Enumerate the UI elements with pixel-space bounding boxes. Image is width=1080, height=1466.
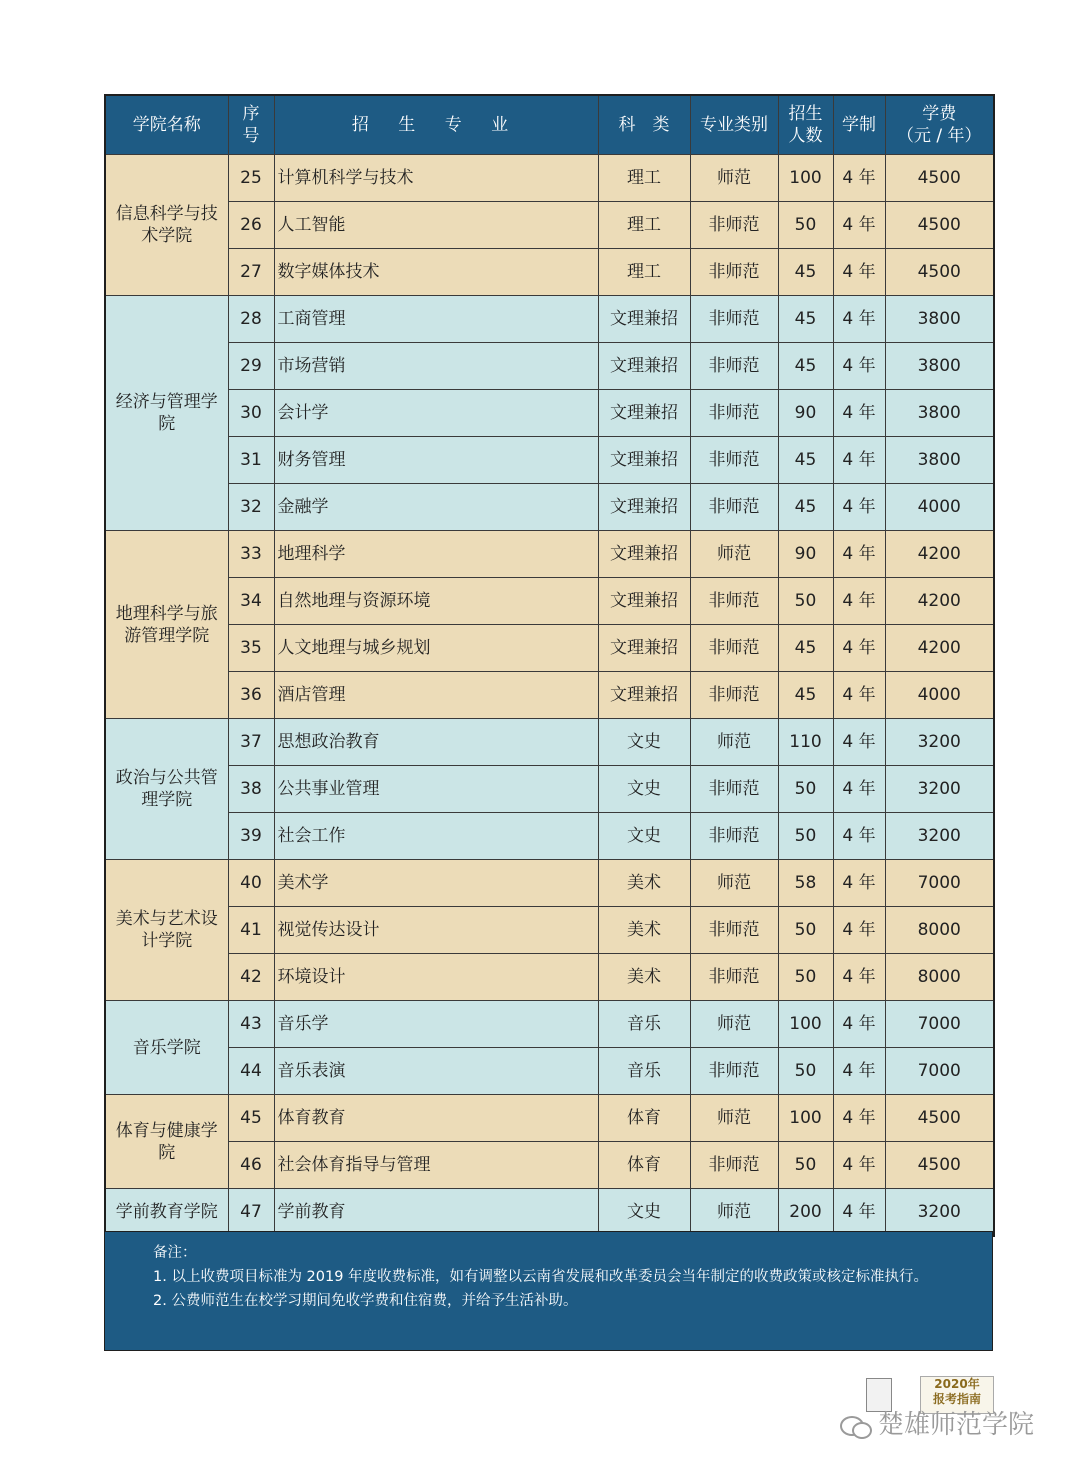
cell-quota: 100 xyxy=(778,1095,833,1142)
cell-quota: 45 xyxy=(778,249,833,296)
table-row xyxy=(105,1001,994,1048)
cell-category: 非师范 xyxy=(690,296,778,343)
cell-duration: 4 年 xyxy=(833,625,885,672)
cell-quota: 50 xyxy=(778,907,833,954)
cell-fee: 4500 xyxy=(885,249,994,296)
cell-major: 视觉传达设计 xyxy=(274,907,598,954)
cell-college: 政治与公共管理学院 xyxy=(105,719,228,860)
cell-quota: 58 xyxy=(778,860,833,907)
table-row xyxy=(105,1095,994,1142)
cell-major: 社会体育指导与管理 xyxy=(274,1142,598,1189)
cell-subject: 美术 xyxy=(598,907,690,954)
cell-category: 非师范 xyxy=(690,343,778,390)
cell-duration: 4 年 xyxy=(833,578,885,625)
cell-quota: 45 xyxy=(778,625,833,672)
cell-college: 信息科学与技术学院 xyxy=(105,155,228,296)
cell-no: 32 xyxy=(228,484,274,531)
cell-no: 26 xyxy=(228,202,274,249)
cell-no: 31 xyxy=(228,437,274,484)
cell-no: 47 xyxy=(228,1189,274,1237)
cell-duration: 4 年 xyxy=(833,813,885,860)
cell-category: 非师范 xyxy=(690,766,778,813)
cell-fee: 8000 xyxy=(885,907,994,954)
cell-category: 非师范 xyxy=(690,390,778,437)
cell-subject: 文理兼招 xyxy=(598,672,690,719)
cell-major: 财务管理 xyxy=(274,437,598,484)
cell-no: 35 xyxy=(228,625,274,672)
cell-major: 计算机科学与技术 xyxy=(274,155,598,202)
cell-major: 音乐表演 xyxy=(274,1048,598,1095)
cell-no: 44 xyxy=(228,1048,274,1095)
cell-subject: 理工 xyxy=(598,155,690,202)
header-quota-line2: 人数 xyxy=(788,126,823,146)
cell-major: 市场营销 xyxy=(274,343,598,390)
cell-duration: 4 年 xyxy=(833,343,885,390)
header-subject: 科 类 xyxy=(598,95,690,155)
cell-duration: 4 年 xyxy=(833,1048,885,1095)
cell-subject: 文理兼招 xyxy=(598,578,690,625)
cell-category: 师范 xyxy=(690,531,778,578)
cell-subject: 美术 xyxy=(598,954,690,1001)
cell-subject: 文史 xyxy=(598,1189,690,1237)
cell-duration: 4 年 xyxy=(833,202,885,249)
cell-duration: 4 年 xyxy=(833,907,885,954)
cell-subject: 理工 xyxy=(598,202,690,249)
table-row xyxy=(105,719,994,766)
table-row xyxy=(105,766,994,813)
cell-college: 音乐学院 xyxy=(105,1001,228,1095)
cell-no: 34 xyxy=(228,578,274,625)
cell-quota: 50 xyxy=(778,1048,833,1095)
cell-no: 33 xyxy=(228,531,274,578)
cell-no: 38 xyxy=(228,766,274,813)
cell-duration: 4 年 xyxy=(833,860,885,907)
cell-category: 师范 xyxy=(690,719,778,766)
header-fee-line1: 学费 xyxy=(922,104,957,124)
cell-category: 师范 xyxy=(690,155,778,202)
cell-category: 非师范 xyxy=(690,813,778,860)
cell-college: 体育与健康学院 xyxy=(105,1095,228,1189)
cell-subject: 文理兼招 xyxy=(598,296,690,343)
cell-college: 地理科学与旅游管理学院 xyxy=(105,531,228,719)
table-row xyxy=(105,484,994,531)
cell-fee: 7000 xyxy=(885,1048,994,1095)
cell-duration: 4 年 xyxy=(833,1142,885,1189)
cell-duration: 4 年 xyxy=(833,296,885,343)
cell-fee: 3200 xyxy=(885,1189,994,1237)
cell-fee: 4200 xyxy=(885,625,994,672)
cell-major: 体育教育 xyxy=(274,1095,598,1142)
cell-fee: 4500 xyxy=(885,1142,994,1189)
table-row xyxy=(105,155,994,202)
cell-no: 39 xyxy=(228,813,274,860)
cell-category: 非师范 xyxy=(690,202,778,249)
cell-no: 27 xyxy=(228,249,274,296)
header-duration: 学制 xyxy=(833,95,885,155)
cell-duration: 4 年 xyxy=(833,155,885,202)
note-1: 1. 以上收费项目标准为 2019 年度收费标准，如有调整以云南省发展和改革委员会当年制定的收费政策或核定标准执行。 xyxy=(153,1269,929,1285)
cell-major: 工商管理 xyxy=(274,296,598,343)
cell-quota: 50 xyxy=(778,202,833,249)
cell-subject: 体育 xyxy=(598,1142,690,1189)
cell-no: 40 xyxy=(228,860,274,907)
cell-duration: 4 年 xyxy=(833,249,885,296)
cell-no: 43 xyxy=(228,1001,274,1048)
cell-category: 非师范 xyxy=(690,672,778,719)
cell-subject: 文史 xyxy=(598,813,690,860)
cell-category: 非师范 xyxy=(690,1142,778,1189)
table-row xyxy=(105,907,994,954)
cell-no: 36 xyxy=(228,672,274,719)
cell-quota: 110 xyxy=(778,719,833,766)
cell-major: 金融学 xyxy=(274,484,598,531)
cell-subject: 文理兼招 xyxy=(598,390,690,437)
wechat-watermark xyxy=(840,1404,1035,1440)
table-row xyxy=(105,390,994,437)
cell-major: 环境设计 xyxy=(274,954,598,1001)
notes-title: 备注： xyxy=(153,1245,197,1261)
badge-text: 报考指南 xyxy=(932,1392,981,1406)
cell-duration: 4 年 xyxy=(833,390,885,437)
cell-no: 37 xyxy=(228,719,274,766)
cell-category: 师范 xyxy=(690,1189,778,1237)
header-category: 专业类别 xyxy=(690,95,778,155)
cell-fee: 4000 xyxy=(885,672,994,719)
cell-major: 数字媒体技术 xyxy=(274,249,598,296)
admissions-table xyxy=(104,94,995,1237)
cell-category: 非师范 xyxy=(690,1048,778,1095)
cell-no: 25 xyxy=(228,155,274,202)
cell-quota: 45 xyxy=(778,484,833,531)
table-row xyxy=(105,343,994,390)
cell-no: 42 xyxy=(228,954,274,1001)
table-header-row xyxy=(105,95,994,155)
cell-major: 地理科学 xyxy=(274,531,598,578)
note-2: 2. 公费师范生在校学习期间免收学费和住宿费，并给予生活补助。 xyxy=(153,1293,578,1309)
cell-quota: 50 xyxy=(778,766,833,813)
cell-subject: 文理兼招 xyxy=(598,343,690,390)
cell-subject: 文史 xyxy=(598,719,690,766)
cell-quota: 50 xyxy=(778,578,833,625)
cell-no: 30 xyxy=(228,390,274,437)
header-no xyxy=(228,95,274,155)
cell-fee: 8000 xyxy=(885,954,994,1001)
cell-subject: 文理兼招 xyxy=(598,437,690,484)
header-quota-line1: 招生 xyxy=(788,104,823,124)
cell-no: 46 xyxy=(228,1142,274,1189)
cell-quota: 100 xyxy=(778,1001,833,1048)
cell-fee: 4000 xyxy=(885,484,994,531)
cell-fee: 4500 xyxy=(885,1095,994,1142)
table-row xyxy=(105,625,994,672)
cell-quota: 50 xyxy=(778,813,833,860)
cell-duration: 4 年 xyxy=(833,437,885,484)
cell-category: 非师范 xyxy=(690,578,778,625)
cell-duration: 4 年 xyxy=(833,766,885,813)
cell-duration: 4 年 xyxy=(833,531,885,578)
cell-fee: 4200 xyxy=(885,531,994,578)
cell-fee: 7000 xyxy=(885,860,994,907)
header-college: 学院名称 xyxy=(105,95,228,155)
cell-major: 人工智能 xyxy=(274,202,598,249)
cell-duration: 4 年 xyxy=(833,1095,885,1142)
cell-duration: 4 年 xyxy=(833,1189,885,1237)
cell-major: 学前教育 xyxy=(274,1189,598,1237)
cell-fee: 3800 xyxy=(885,390,994,437)
cell-no: 29 xyxy=(228,343,274,390)
badge-year: 2020年 xyxy=(934,1377,980,1391)
cell-college: 美术与艺术设计学院 xyxy=(105,860,228,1001)
cell-duration: 4 年 xyxy=(833,954,885,1001)
cell-major: 酒店管理 xyxy=(274,672,598,719)
cell-fee: 3200 xyxy=(885,719,994,766)
table-row xyxy=(105,1142,994,1189)
cell-subject: 音乐 xyxy=(598,1001,690,1048)
table-row xyxy=(105,437,994,484)
cell-category: 非师范 xyxy=(690,437,778,484)
cell-category: 非师范 xyxy=(690,907,778,954)
cell-category: 师范 xyxy=(690,1095,778,1142)
header-fee-line2: （元 / 年） xyxy=(896,126,982,146)
cell-fee: 3200 xyxy=(885,766,994,813)
cell-subject: 音乐 xyxy=(598,1048,690,1095)
table-row xyxy=(105,249,994,296)
cell-quota: 90 xyxy=(778,390,833,437)
cell-college: 学前教育学院 xyxy=(105,1189,228,1237)
cell-quota: 45 xyxy=(778,672,833,719)
cell-quota: 50 xyxy=(778,954,833,1001)
cell-fee: 4200 xyxy=(885,578,994,625)
table-row xyxy=(105,296,994,343)
cell-fee: 4500 xyxy=(885,202,994,249)
cell-quota: 45 xyxy=(778,437,833,484)
notes-box xyxy=(104,1231,993,1351)
cell-quota: 100 xyxy=(778,155,833,202)
table-row xyxy=(105,813,994,860)
cell-major: 会计学 xyxy=(274,390,598,437)
cell-category: 师范 xyxy=(690,860,778,907)
cell-category: 非师范 xyxy=(690,249,778,296)
table-body xyxy=(105,155,994,1237)
cell-fee: 3200 xyxy=(885,813,994,860)
cell-category: 非师范 xyxy=(690,484,778,531)
table-row xyxy=(105,1048,994,1095)
cell-category: 非师范 xyxy=(690,625,778,672)
cell-duration: 4 年 xyxy=(833,719,885,766)
cell-subject: 文理兼招 xyxy=(598,484,690,531)
cell-no: 28 xyxy=(228,296,274,343)
cell-subject: 体育 xyxy=(598,1095,690,1142)
cell-major: 音乐学 xyxy=(274,1001,598,1048)
cell-college: 经济与管理学院 xyxy=(105,296,228,531)
cell-subject: 文理兼招 xyxy=(598,531,690,578)
header-major: 招 生 专 业 xyxy=(274,95,598,155)
table-row xyxy=(105,860,994,907)
header-fee xyxy=(885,95,994,155)
cell-subject: 美术 xyxy=(598,860,690,907)
cell-major: 社会工作 xyxy=(274,813,598,860)
cell-no: 41 xyxy=(228,907,274,954)
wechat-account-name: 楚雄师范学院 xyxy=(878,1410,1035,1440)
wechat-icon xyxy=(840,1414,870,1438)
cell-quota: 45 xyxy=(778,296,833,343)
cell-fee: 3800 xyxy=(885,343,994,390)
cell-quota: 90 xyxy=(778,531,833,578)
header-no-line2: 号 xyxy=(242,126,260,146)
cell-fee: 4500 xyxy=(885,155,994,202)
table-row xyxy=(105,1189,994,1237)
cell-duration: 4 年 xyxy=(833,1001,885,1048)
cell-major: 自然地理与资源环境 xyxy=(274,578,598,625)
cell-major: 美术学 xyxy=(274,860,598,907)
cell-subject: 理工 xyxy=(598,249,690,296)
table-row xyxy=(105,672,994,719)
cell-category: 师范 xyxy=(690,1001,778,1048)
cell-quota: 45 xyxy=(778,343,833,390)
table-row xyxy=(105,202,994,249)
table-row xyxy=(105,578,994,625)
cell-subject: 文理兼招 xyxy=(598,625,690,672)
cell-quota: 200 xyxy=(778,1189,833,1237)
cell-category: 非师范 xyxy=(690,954,778,1001)
cell-duration: 4 年 xyxy=(833,672,885,719)
cell-fee: 3800 xyxy=(885,437,994,484)
cell-major: 思想政治教育 xyxy=(274,719,598,766)
cell-major: 人文地理与城乡规划 xyxy=(274,625,598,672)
header-quota xyxy=(778,95,833,155)
cell-fee: 7000 xyxy=(885,1001,994,1048)
cell-subject: 文史 xyxy=(598,766,690,813)
cell-major: 公共事业管理 xyxy=(274,766,598,813)
cell-duration: 4 年 xyxy=(833,484,885,531)
cell-quota: 50 xyxy=(778,1142,833,1189)
cell-no: 45 xyxy=(228,1095,274,1142)
cell-fee: 3800 xyxy=(885,296,994,343)
table-row xyxy=(105,531,994,578)
table-row xyxy=(105,954,994,1001)
header-no-line1: 序 xyxy=(242,104,260,124)
